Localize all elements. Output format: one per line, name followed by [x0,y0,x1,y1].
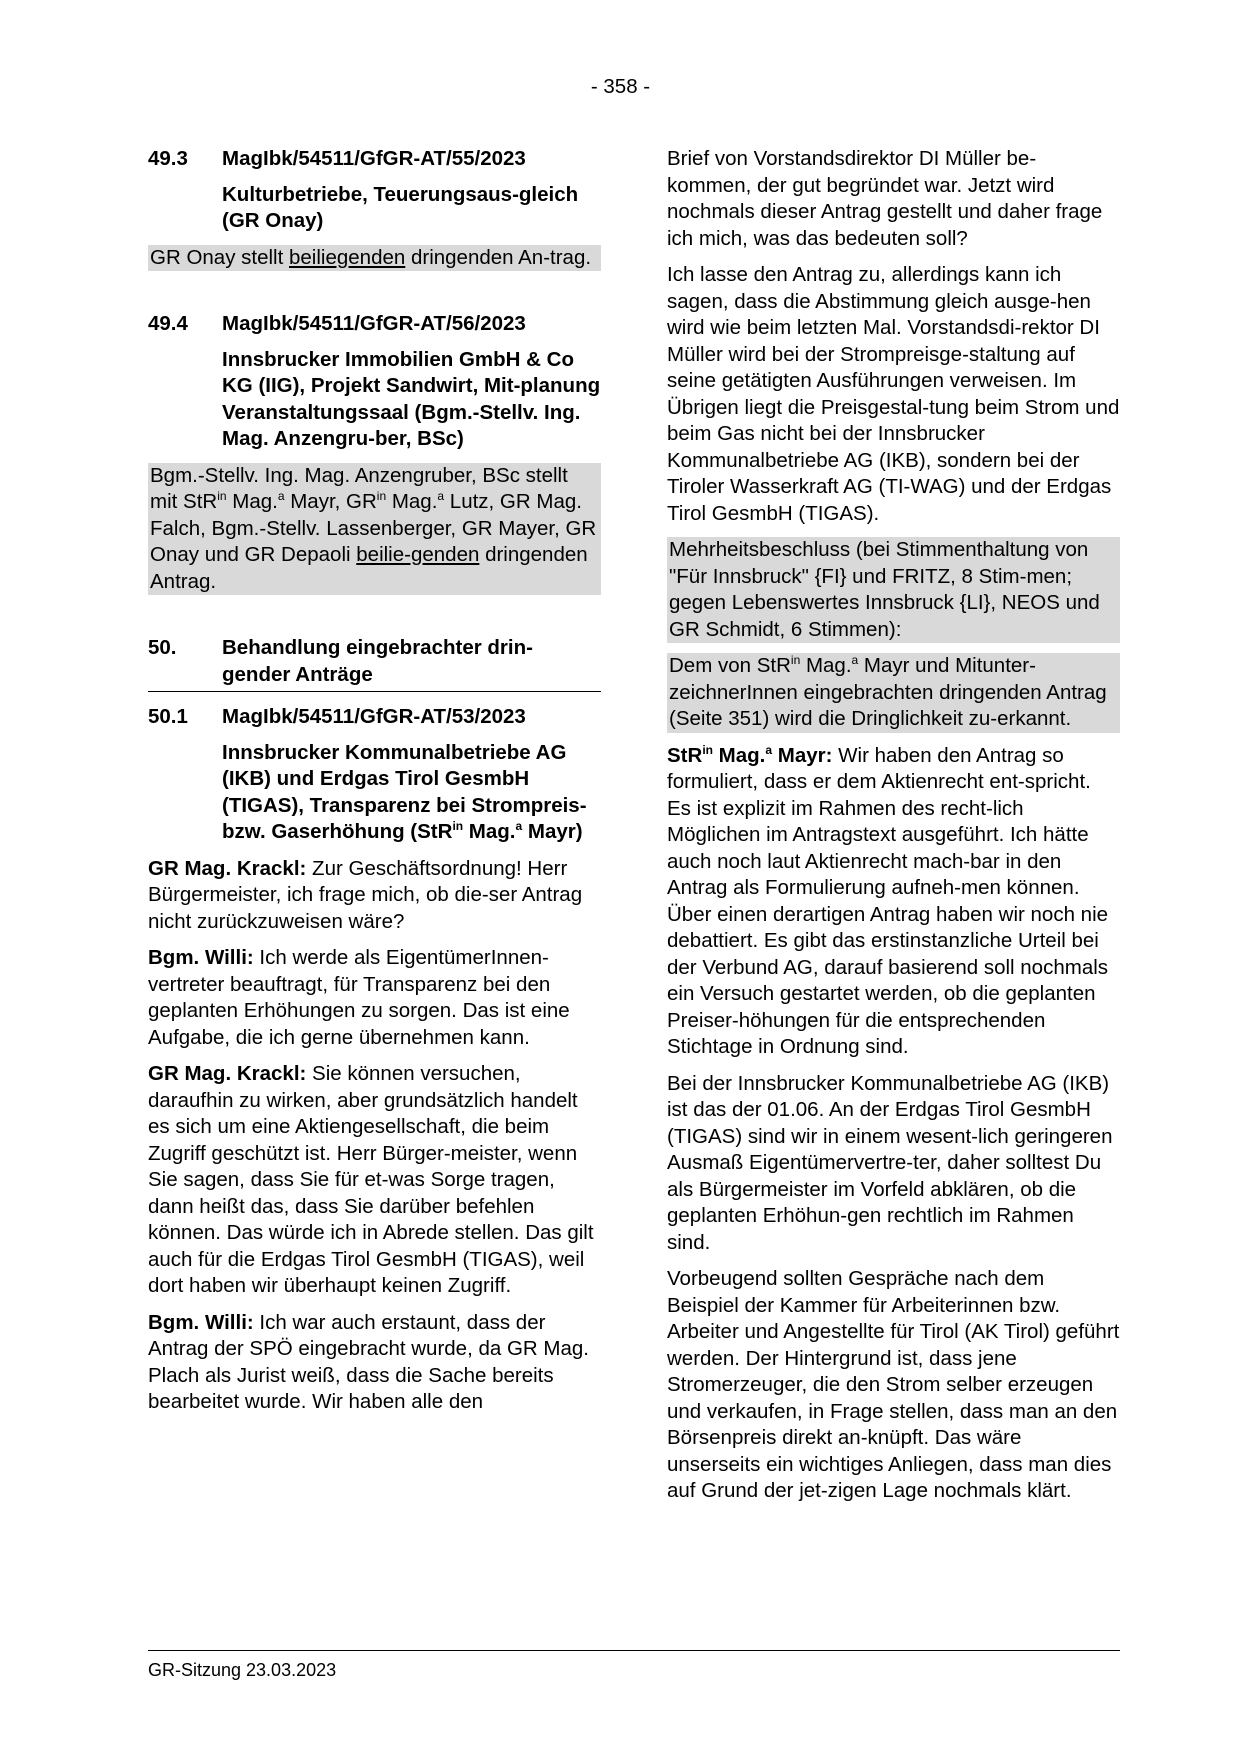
item-number: 49.3 [148,147,188,170]
superscript: a [765,742,773,757]
section-number: 50. [148,636,177,659]
agenda-item-49-3 [148,146,601,173]
spacer [148,271,601,311]
motion-text: Mag. [226,490,278,513]
superscript: a [851,653,859,668]
right-column [667,146,1120,1505]
resolution-text: Dem von StR [669,654,791,677]
speech-paragraph [148,1310,601,1416]
attachment-link[interactable]: beiliegenden [289,245,406,269]
speech-text: Sie können versuchen, daraufhin zu wirken, aber grundsätzlich handelt es sich um eine Aktiengesellschaft, die beim Zugriff geschützt ist. Herr Bürger-meister, wenn Sie sagen, dass Sie für et-was Sorge tragen, dann heißt das, dass Sie darüber befehlen können. Das würde ich in Abrede stellen. Das gilt auch für die Erdgas Tirol GesmbH (TIGAS), weil dort haben wir überhaupt keinen Zugriff. [148,1062,594,1297]
speech-text: Ich war auch erstaunt, dass der Antrag der SPÖ eingebracht wurde, da GR Mag. Plach als Jurist weiß, dass die Sache bereits bearbeitet wurde. Wir haben alle den [148,1310,589,1413]
speech-paragraph [148,1061,601,1300]
motion-text: Mayr, GR [284,490,377,513]
speaker-text: StR [667,743,703,767]
title-text: Mayr) [522,820,583,843]
footer-divider [148,1650,1120,1651]
superscript: a [437,489,445,504]
motion-text: Mag. [386,490,438,513]
title-text: Innsbrucker Kommunalbetriebe AG (IKB) und Erdgas Tirol GesmbH (TIGAS), Transparenz bei Strompreis- bzw. Gaserhöhung (StR [222,740,587,843]
motion-text: Bgm.-Stellv. Ing. Mag. Anzengruber, BSc stellt mit StR [150,463,568,513]
speech-paragraph: Ich lasse den Antrag zu, allerdings kann ich sagen, dass die Abstimmung gleich ausge-hen wird wie beim letzten Mal. Vorstandsdi-rektor DI Müller wird bei der Strompreisge-staltung auf seine getätigten Ausführungen verweisen. Im Übrigen liegt die Preisgestal-tung beim Strom und beim Gas nicht bei der Innsbrucker Kommunalbetriebe AG (IKB), sondern bei der Tiroler Wasserkraft AG (TI-WAG) und der Erdgas Tirol GesmbH (TIGAS). [667,263,1120,525]
resolution-text: Mag. [800,654,852,677]
section-50-heading [148,635,601,692]
motion-text: dringenden An-trag. [405,245,592,269]
motion-text: dringenden Antrag. [150,543,588,593]
speech-text: Ich werde als EigentümerInnen-vertreter beauftragt, für Transparenz bei den geplanten Erhöhungen zu sorgen. Das ist eine Aufgabe, die ich gerne übernehmen kann. [148,946,570,1049]
speaker-name: GR Mag. Krackl: [148,856,307,880]
speaker-name: Bgm. Willi: [148,946,254,969]
superscript: in [376,489,387,504]
speech-paragraph [148,856,601,936]
section-title: Behandlung eingebrachter drin-gender Anträge [222,636,533,686]
item-code: MagIbk/54511/GfGR-AT/56/2023 [222,312,526,335]
footer-session-date: GR-Sitzung 23.03.2023 [148,1660,337,1680]
agenda-item-50-1 [148,704,601,731]
motion-box [148,463,601,596]
speech-text: Zur Geschäftsordnung! Herr Bürgermeister, ich frage mich, ob die-ser Antrag nicht zurückzuweisen wäre? [148,856,583,933]
speech-paragraph: Bei der Innsbrucker Kommunalbetriebe AG (IKB) ist das der 01.06. An der Erdgas Tirol GesmbH (TIGAS) sind wir in einem wesent-lich geringeren Ausmaß Eigentümervertre-ter, daher solltest Du als Bürgermeister im Vorfeld abklären, ob die geplanten Erhöhun-gen rechtlich im Rahmen sind. [667,1071,1113,1254]
title-text: Mag. [463,820,516,843]
agenda-item-49-4 [148,311,601,338]
speech-paragraph [148,945,601,1051]
superscript: in [790,653,801,668]
speech-text: Wir haben den Antrag so formuliert, dass er dem Aktienrecht ent-spricht. Es ist explizit im Rahmen des recht-lich Möglichen im Antragstext ausgeführt. Ich hätte auch noch laut Aktienrecht mach-bar in den Antrag als Formulierung aufneh-men können. Über einen derartigen Antrag haben wir noch nie debattiert. Es gibt das erstinstanzliche Urteil bei der Verbund AG, darauf basierend soll nochmals ein Versuch gestartet werden, ob die geplanten Preiser-höhungen für die entsprechenden Stichtage in Ordnung sind. [667,743,1109,1058]
superscript: in [452,819,464,834]
item-title: Innsbrucker Immobilien GmbH & Co KG (IIG), Projekt Sandwirt, Mit-planung Veranstaltungssaal (Bgm.-Stellv. Ing. Mag. Anzengru-ber, BSc) [222,347,601,450]
motion-box [148,245,601,272]
item-code: MagIbk/54511/GfGR-AT/53/2023 [222,705,526,728]
item-number: 49.4 [148,312,188,335]
speech-paragraph: Vorbeugend sollten Gespräche nach dem Beispiel der Kammer für Arbeiterinnen bzw. Arbeiter und Angestellte für Tirol (AK Tirol) geführt werden. Der Hintergrund ist, dass jene Stromerzeuger, die den Strom selber erzeugen und verkaufen, in Frage stellen, dass man an den Börsenpreis direkt an-knüpft. Das wäre unserseits ein wichtiges Anliegen, dass man dies auf Grund der jet-zigen Lage nochmals klärt. [667,1267,1120,1502]
resolution-text: Mayr und Mitunter-zeichnerInnen eingebrachten dringenden Antrag (Seite 351) wird die Dringlichkeit zu-erkannt. [669,654,1107,730]
speaker-name: Bgm. Willi: [148,1310,254,1334]
attachment-link[interactable]: beilie-genden [356,543,480,566]
motion-text: Lutz, GR Mag. Falch, Bgm.-Stellv. Lassenberger, GR Mayer, GR Onay und GR Depaoli [150,490,597,566]
speaker-text: Mayr: [772,743,833,767]
item-title [222,740,601,846]
item-title: Kulturbetriebe, Teuerungsaus-gleich (GR Onay) [222,182,579,232]
item-code: MagIbk/54511/GfGR-AT/55/2023 [222,147,526,170]
page-number: - 358 - [590,75,651,98]
speaker-text: Mag. [712,743,766,767]
spacer [148,595,601,635]
superscript: a [515,819,523,834]
speaker-name [667,744,832,767]
superscript: in [702,742,713,757]
superscript: a [277,489,285,504]
resolution-text-box [667,653,1120,733]
left-column [148,146,601,1416]
speaker-name: GR Mag. Krackl: [148,1062,307,1085]
superscript: in [217,489,227,504]
item-number: 50.1 [148,705,188,728]
speech-paragraph: Brief von Vorstandsdirektor DI Müller be-kommen, der gut begründet war. Jetzt wird nochmals dieser Antrag gestellt und daher frage ich mich, was das bedeuten soll? [667,147,1103,250]
motion-text: GR Onay stellt [150,245,289,269]
speech-paragraph [667,743,1120,1061]
resolution-box: Mehrheitsbeschluss (bei Stimmenthaltung von "Für Innsbruck" {FI} und FRITZ, 8 Stim-men; gegen Lebenswertes Innsbruck {LI}, NEOS und GR Schmidt, 6 Stimmen): [667,537,1120,643]
